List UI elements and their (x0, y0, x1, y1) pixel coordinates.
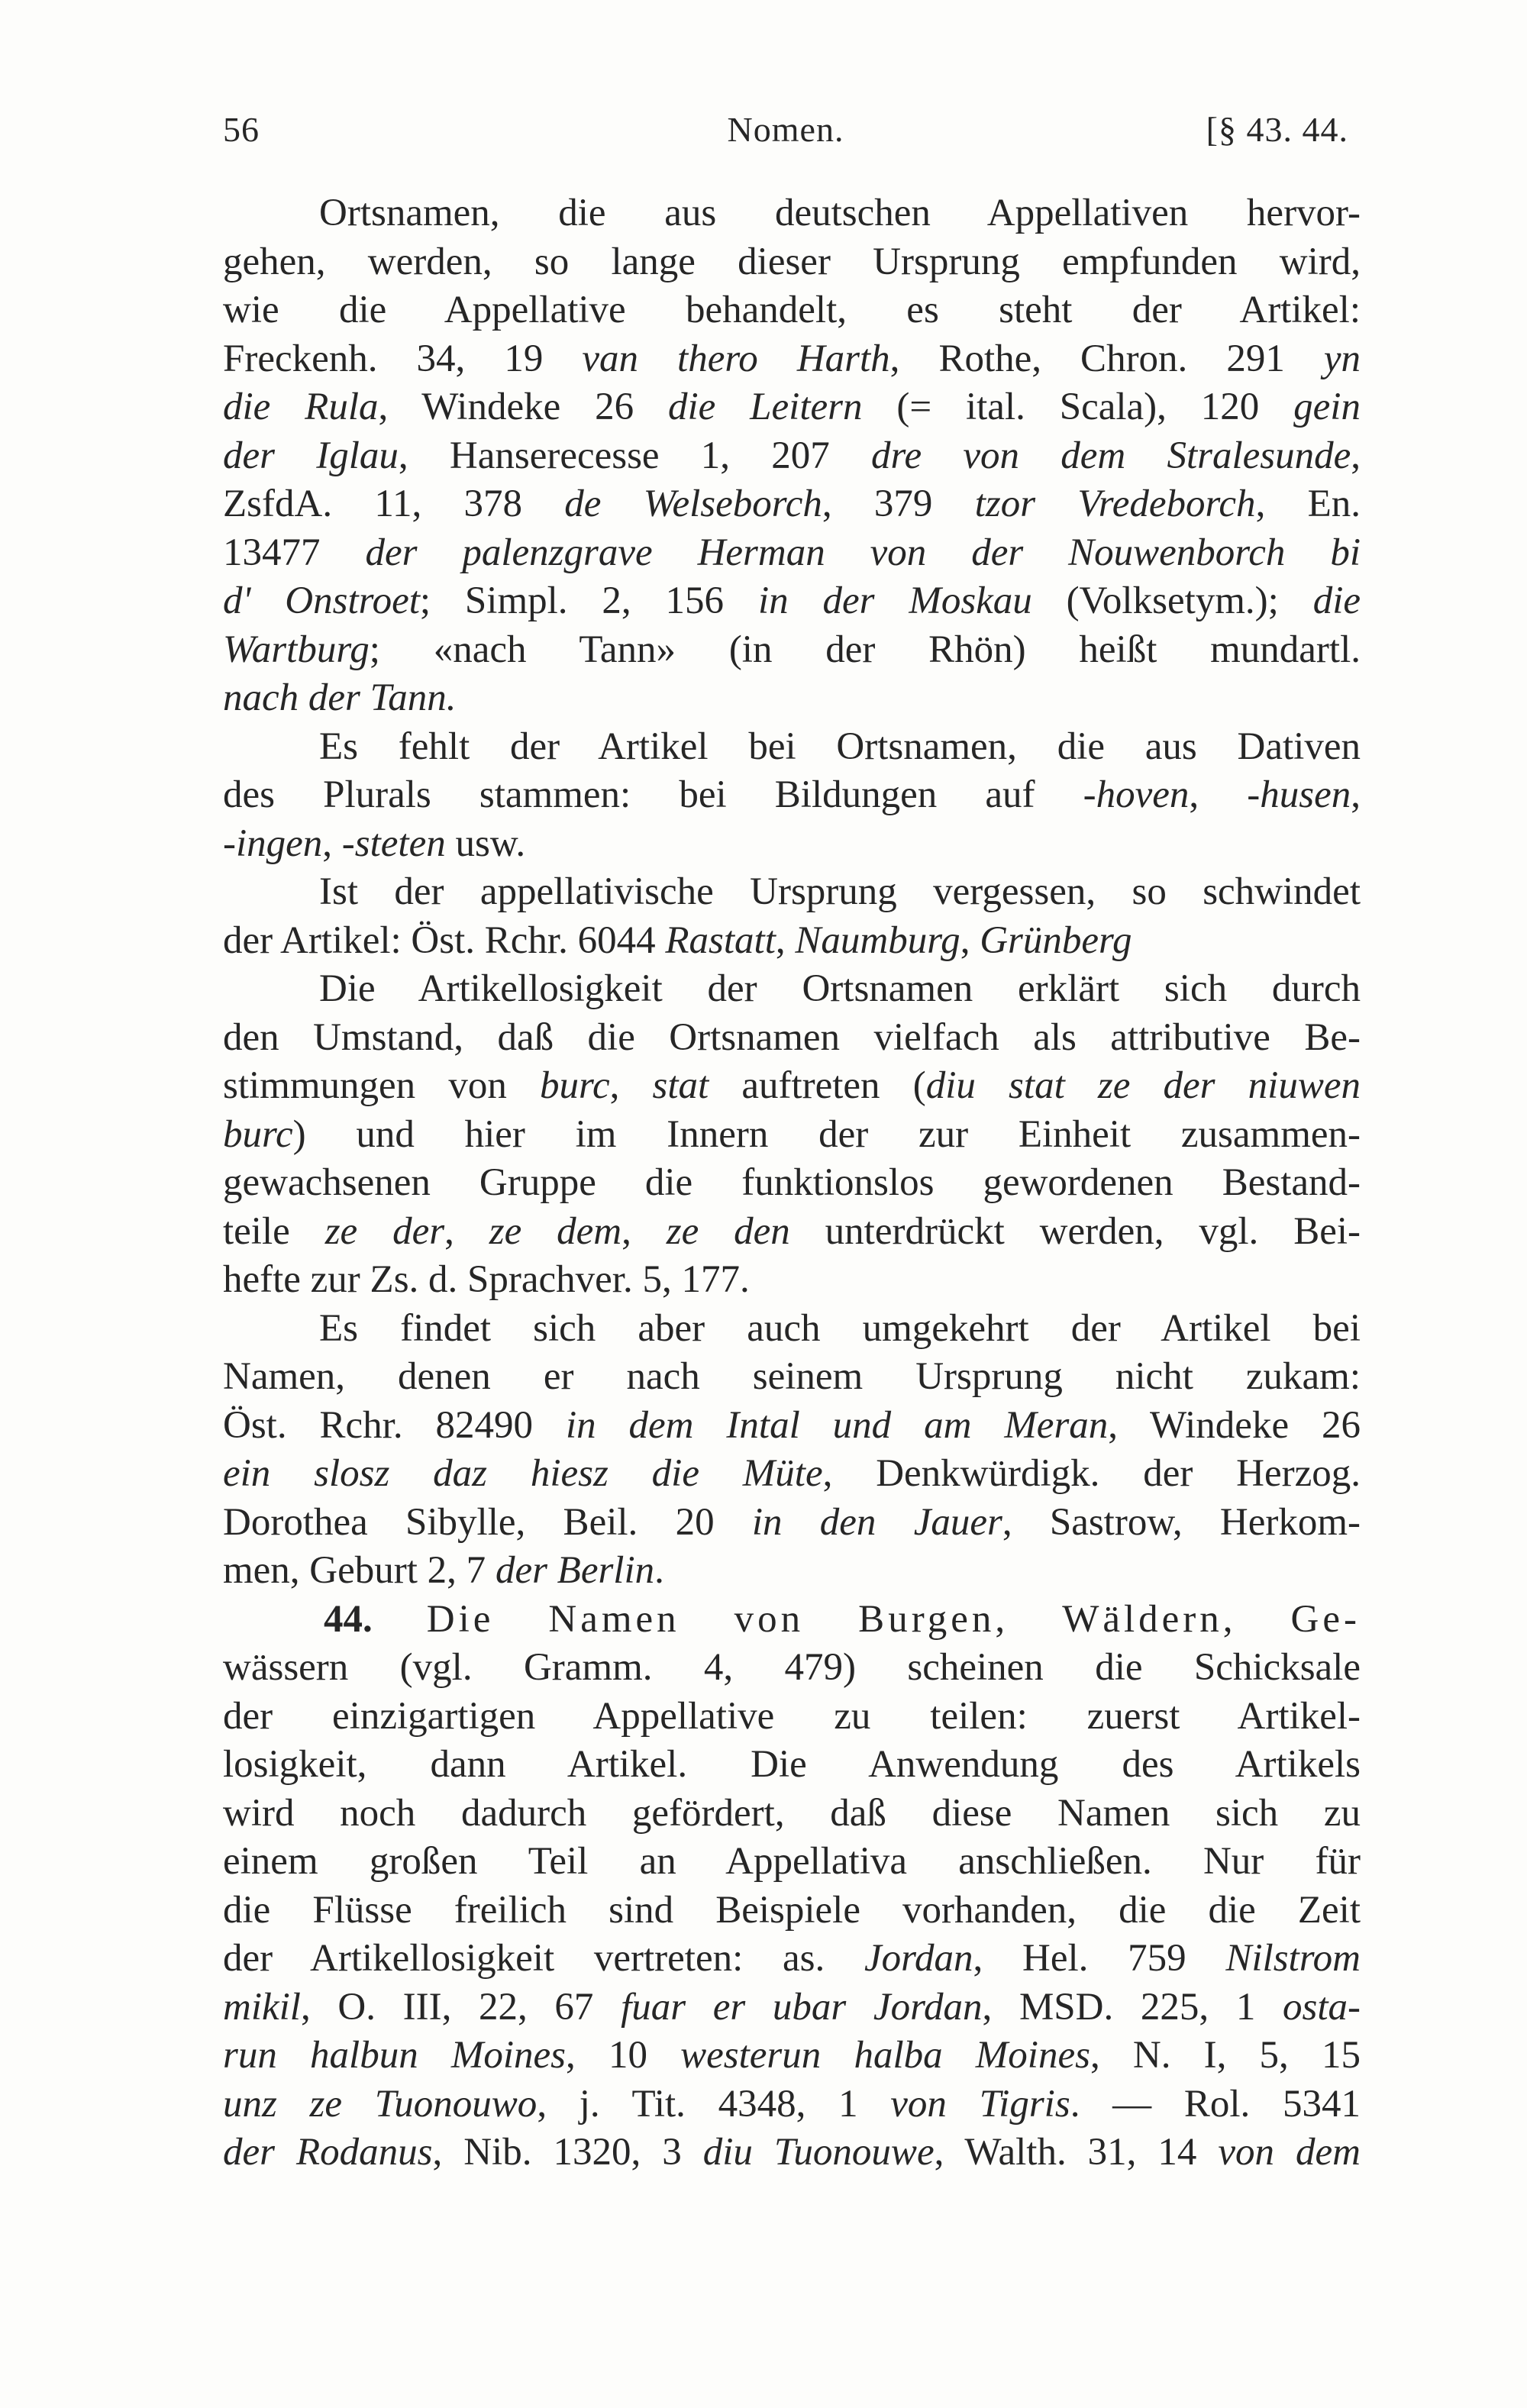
text-line: gehen, werden, so lange dieser Ursprung empfunden wird, (223, 240, 1361, 283)
text-line: Ist der appellativische Ursprung vergessen, so schwindet (319, 870, 1361, 913)
text-line: wässern (vgl. Gramm. 4, 479) scheinen die Schicksale (223, 1646, 1361, 1689)
text-line: Namen, denen er nach seinem Ursprung nicht zukam: (223, 1355, 1361, 1398)
running-title: Nomen. (727, 110, 844, 149)
text-line: -ingen, -steten usw. (223, 821, 526, 865)
text-line: losigkeit, dann Artikel. Die Anwendung des Artikels (223, 1743, 1361, 1786)
text-line: Es fehlt der Artikel bei Ortsnamen, die aus Dativen (319, 725, 1361, 768)
section-reference: [§ 43. 44. (1206, 110, 1348, 149)
text-line: der Artikellosigkeit vertreten: as. Jordan, Hel. 759 Nilstrom (223, 1937, 1361, 1980)
section-number: 44. (324, 1597, 373, 1641)
text-line: gewachsenen Gruppe die funktionslos gewordenen Bestand- (223, 1161, 1361, 1204)
text-line: Wartburg; «nach Tann» (in der Rhön) heißt mundartl. (223, 628, 1361, 671)
text-line: burc) und hier im Innern der zur Einheit zusammen- (223, 1112, 1361, 1156)
text-line: der Rodanus, Nib. 1320, 3 diu Tuonouwe, Walth. 31, 14 von dem (223, 2131, 1361, 2174)
text-line: der Iglau, Hanserecesse 1, 207 dre von dem Stralesunde, (223, 434, 1361, 477)
text-line: die Flüsse freilich sind Beispiele vorhanden, die die Zeit (223, 1888, 1361, 1932)
text-line: unz ze Tuonouwo, j. Tit. 4348, 1 von Tigris. — Rol. 5341 (223, 2082, 1361, 2126)
text-line: den Umstand, daß die Ortsnamen vielfach als attributive Be- (223, 1015, 1361, 1059)
text-line: Öst. Rchr. 82490 in dem Intal und am Meran, Windeke 26 (223, 1403, 1361, 1447)
text-line: die Rula, Windeke 26 die Leitern (= ital. Scala), 120 gein (223, 386, 1361, 428)
running-header (223, 109, 1348, 170)
text-line: einem großen Teil an Appellativa anschließen. Nur für (223, 1840, 1361, 1883)
section-44-heading-line: 44. Die Namen von Burgen, Wäldern, Ge- (324, 1597, 1361, 1641)
text-line: 13477 der palenzgrave Herman von der Nouwenborch bi (223, 531, 1361, 574)
text-line: mikil, O. III, 22, 67 fuar er ubar Jordan, MSD. 225, 1 osta- (223, 1985, 1361, 2029)
text-line: run halbun Moines, 10 westerun halba Moines, N. I, 5, 15 (223, 2034, 1361, 2077)
text-line: wird noch dadurch gefördert, daß diese Namen sich zu (223, 1791, 1361, 1835)
text-line: wie die Appellative behandelt, es steht der Artikel: (223, 289, 1361, 331)
text-line: men, Geburt 2, 7 der Berlin. (223, 1549, 664, 1592)
text-line: hefte zur Zs. d. Sprachver. 5, 177. (223, 1258, 750, 1301)
text-line: Es findet sich aber auch umgekehrt der Artikel bei (319, 1306, 1361, 1350)
text-line: Die Artikellosigkeit der Ortsnamen erklärt sich durch (319, 967, 1361, 1010)
text-line: des Plurals stammen: bei Bildungen auf -hoven, -husen, (223, 773, 1361, 816)
text-line: teile ze der, ze dem, ze den unterdrückt werden, vgl. Bei- (223, 1209, 1361, 1253)
text-line: ein slosz daz hiesz die Müte, Denkwürdigk. der Herzog. (223, 1452, 1361, 1495)
text-line: nach der Tann. (223, 676, 457, 719)
text-line: der Artikel: Öst. Rchr. 6044 Rastatt, Naumburg, Grünberg (223, 918, 1132, 962)
text-line: stimmungen von burc, stat auftreten (diu stat ze der niuwen (223, 1064, 1361, 1107)
body-text (223, 189, 1361, 2177)
text-line: Dorothea Sibylle, Beil. 20 in den Jauer, Sastrow, Herkom- (223, 1500, 1361, 1544)
page-number: 56 (223, 110, 260, 149)
text-line: ZsfdA. 11, 378 de Welseborch, 379 tzor Vredeborch, En. (223, 483, 1361, 525)
text-line: der einzigartigen Appellative zu teilen: zuerst Artikel- (223, 1694, 1361, 1738)
text-line: d' Onstroet; Simpl. 2, 156 in der Moskau (Volksetym.); die (223, 579, 1361, 622)
text-line: Freckenh. 34, 19 van thero Harth, Rothe, Chron. 291 yn (223, 337, 1361, 380)
text-line: Ortsnamen, die aus deutschen Appellativen hervor- (319, 192, 1361, 234)
